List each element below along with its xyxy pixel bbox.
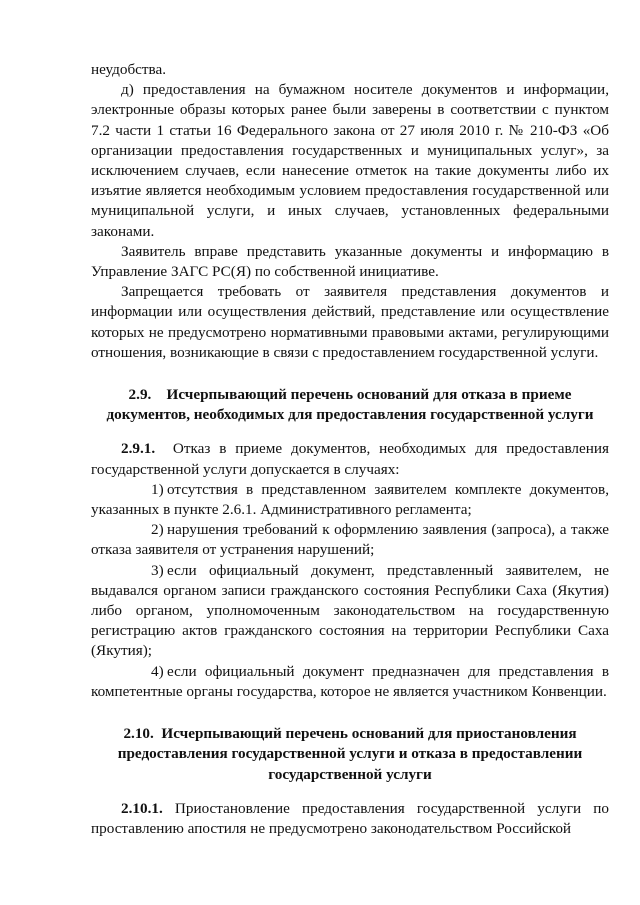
subsection-text: Отказ в приеме документов, необходимых для предоставления государственной услуги допускается в случаях: — [91, 440, 609, 478]
paragraph-applicant-right: Заявитель вправе представить указанные документы и информацию в Управление ЗАГС РС(Я) по собственной инициативе. — [91, 242, 609, 281]
list-item-number: 4) — [151, 662, 164, 680]
subsection-2-10-1 — [91, 799, 609, 839]
paragraph-continuation: неудобства. — [91, 61, 167, 78]
section-heading-2-10-line3: государственной услуги — [268, 765, 432, 783]
paragraph-item-d: д) предоставления на бумажном носителе документов и информации, электронные образы которых ранее были заверены в соответствии с пунктом 7.2 части 1 статьи 16 Федерального закона от 27 июля 2010 г. № 210-ФЗ «Об организации предоставления государственных и муниципальных услуг», за исключением случаев, если нанесение отметок на такие документы либо их изъятие является необходимым условием предоставления государственной или муниципальной услуги, и иных случаев, установленных федеральными законами. — [91, 81, 609, 240]
list-item-text: если официальный документ, представленный заявителем, не выдавался органом записи гражданского состояния Республики Саха (Якутия) либо органом, уполномоченным законодательством на государственную регистрацию актов гражданского состояния на территории Республики Саха (Якутия); — [91, 561, 609, 660]
list-item — [91, 662, 609, 702]
list-item-number: 1) — [151, 480, 164, 498]
spacer — [91, 363, 609, 385]
list-item-text: отсутствия в представленном заявителем комплекте документов, указанных в пункте 2.6.1. Административного регламента; — [91, 480, 609, 519]
document-page — [91, 60, 609, 839]
subsection-2-9-1 — [91, 439, 609, 479]
section-heading-2-10-line1: 2.10. Исчерпывающий перечень оснований для приостановления — [123, 725, 577, 743]
subsection-number: 2.10.1. — [121, 799, 163, 817]
spacer — [91, 425, 609, 439]
list-item — [91, 480, 609, 520]
section-heading-2-10-line2: предоставления государственной услуги и отказа в предоставлении — [117, 745, 583, 763]
section-heading-2-9-line2: документов, необходимых для предоставления государственной услуги — [106, 406, 594, 424]
list-item-number: 2) — [151, 521, 164, 539]
spacer — [91, 785, 609, 799]
list-item — [91, 561, 609, 662]
list-item-text: нарушения требований к оформлению заявления (запроса), а также отказа заявителя от устранения нарушений; — [91, 521, 609, 559]
subsection-text: Приостановление предоставления государственной услуги по проставлению апостиля не предусмотрено законодательством Российской — [91, 799, 609, 837]
list-item — [91, 520, 609, 560]
list-item-number: 3) — [151, 561, 164, 579]
paragraph-prohibition: Запрещается требовать от заявителя представления документов и информации или осуществления действий, представление или осуществление которых не предусмотрено нормативными правовыми актами, регулирующими отношения, возникающие в связи с предоставлением государственной услуги. — [91, 283, 609, 361]
spacer — [91, 702, 609, 724]
section-heading-2-9-line1: 2.9. Исчерпывающий перечень оснований для отказа в приеме — [128, 386, 572, 404]
list-item-text: если официальный документ предназначен для представления в компетентные органы государства, которое не является участником Конвенции. — [91, 662, 609, 700]
subsection-number: 2.9.1. — [121, 440, 156, 458]
